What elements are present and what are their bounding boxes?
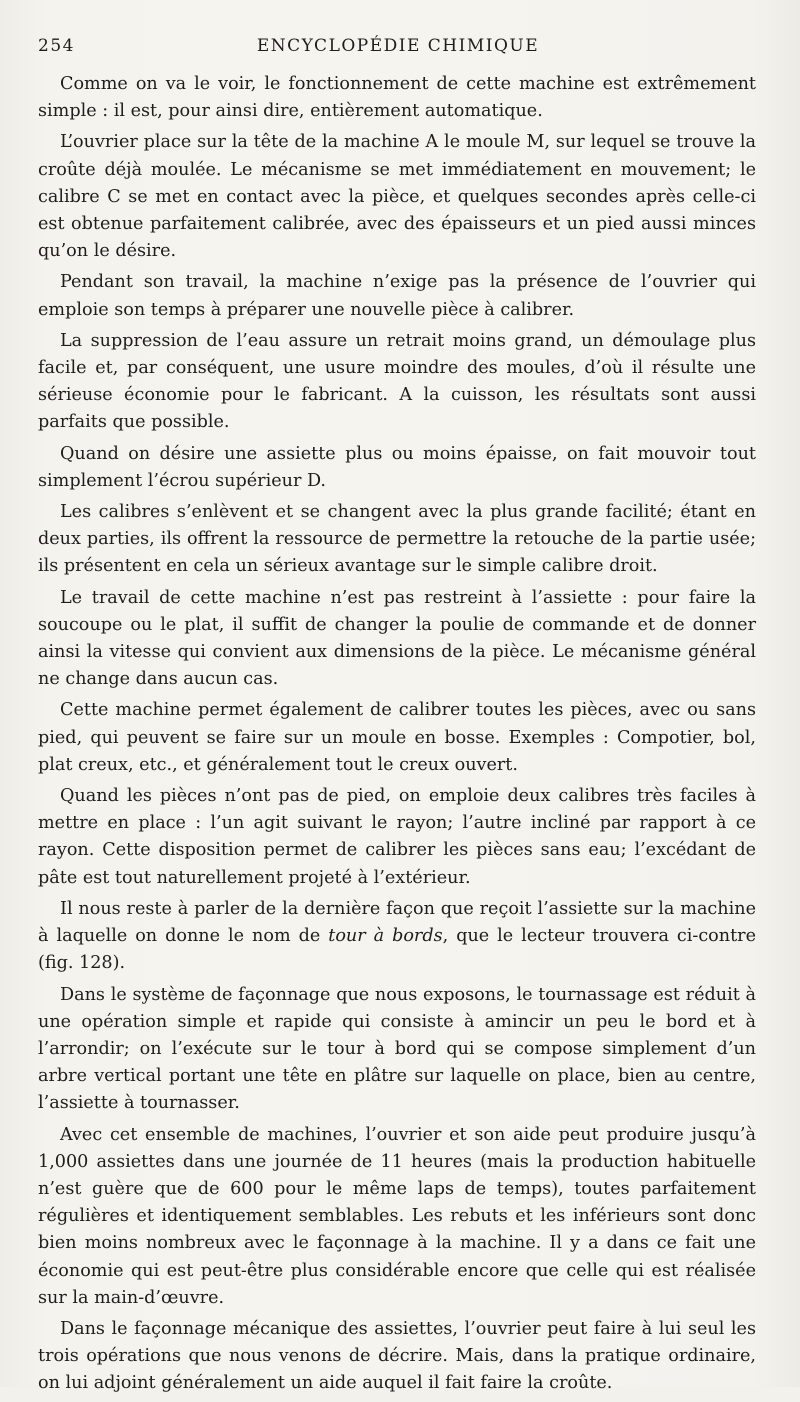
paragraph-11: Dans le système de façonnage que nous exposons, le tournassage est réduit à une opération simple et rapide qui consiste à amincir un peu le bord et à l’arrondir; on l’exécute sur le tour à bord qui se compose simplement d’un arbre vertical portant une tête en plâtre sur laquelle on place, bien au centre, l’assiette à tournasser.: [38, 984, 756, 1114]
page-header: [38, 36, 758, 60]
paragraph-6: Les calibres s’enlèvent et se changent avec la plus grande facilité; étant en deux parties, ils offrent la ressource de permettre la retouche de la partie usée; ils présentent en cela un sérieux avantage sur le simple calibre droit.: [38, 502, 756, 577]
paragraph-4: La suppression de l’eau assure un retrait moins grand, un démoulage plus facile et, par conséquent, une usure moindre des moules, d’où il résulte une sérieuse économie pour le fabricant. A la cuisson, les résultats sont aussi parfaits que possible.: [38, 330, 756, 433]
running-title: ENCYCLOPÉDIE CHIMIQUE: [256, 36, 540, 56]
paragraph-8: Cette machine permet également de calibrer toutes les pièces, avec ou sans pied, qui peuvent se faire sur un moule en bosse. Exemples : Compotier, bol, plat creux, etc., et généralement tout le creux ouvert.: [38, 700, 756, 775]
paragraph-13: Dans le façonnage mécanique des assiettes, l’ouvrier peut faire à lui seul les trois opérations que nous venons de décrire. Mais, dans la pratique ordinaire, on lui adjoint généralement un aide auquel il fait faire la croûte.: [38, 1318, 756, 1394]
paragraph-10: [38, 896, 756, 978]
paragraph-2: L’ouvrier place sur la tête de la machine A le moule M, sur lequel se trouve la croûte déjà moulée. Le mécanisme se met immédiatement en mouvement; le calibre C se met en contact avec la pièce, et quelques secondes après celle-ci est obtenue parfaitement calibrée, avec des épaisseurs et un pied aussi minces qu’on le désire.: [38, 132, 756, 262]
paragraph-7: Le travail de cette machine n’est pas restreint à l’assiette : pour faire la soucoupe ou le plat, il suffit de changer la poulie de commande et de donner ainsi la vitesse qui convient aux dimensions de la pièce. Le mécanisme général ne change dans aucun cas.: [38, 587, 756, 690]
body-text: [38, 71, 756, 1402]
tour-a-bords-term: tour à bords: [328, 926, 443, 947]
page-number: 254: [38, 36, 75, 56]
paragraph-1: Comme on va le voir, le fonctionnement de cette machine est extrêmement simple : il est, pour ainsi dire, entièrement automatique.: [38, 74, 756, 122]
paragraph-10-after: , que le lecteur trouvera ci-contre (fig. 128).: [38, 926, 756, 974]
paragraph-9: Quand les pièces n’ont pas de pied, on emploie deux calibres très faciles à mettre en place : l’un agit suivant le rayon; l’autre incliné par rapport à ce rayon. Cette disposition permet de calibrer les pièces sans eau; l’excédant de pâte est tout naturellement projeté à l’extérieur.: [38, 786, 756, 888]
paragraph-12: Avec cet ensemble de machines, l’ouvrier et son aide peut produire jusqu’à 1,000 assiettes dans une journée de 11 heures (mais la production habituelle n’est guère que de 600 pour le même laps de temps), toutes parfaitement régulières et identiquement semblables. Les rebuts et les inférieurs sont donc bien moins nombreux avec le façonnage à la machine. Il y a dans ce fait une économie qui est peut-être plus considérable encore que celle qui est réalisée sur la main-d’œuvre.: [38, 1124, 756, 1308]
paragraph-10-before: Il nous reste à parler de la dernière façon que reçoit l’assiette sur la machine à laquelle on donne le nom de: [38, 898, 756, 947]
paragraph-5: Quand on désire une assiette plus ou moins épaisse, on fait mouvoir tout simplement l’écrou supérieur D.: [38, 443, 756, 491]
paragraph-3: Pendant son travail, la machine n’exige pas la présence de l’ouvrier qui emploie son temps à préparer une nouvelle pièce à calibrer.: [38, 272, 756, 320]
